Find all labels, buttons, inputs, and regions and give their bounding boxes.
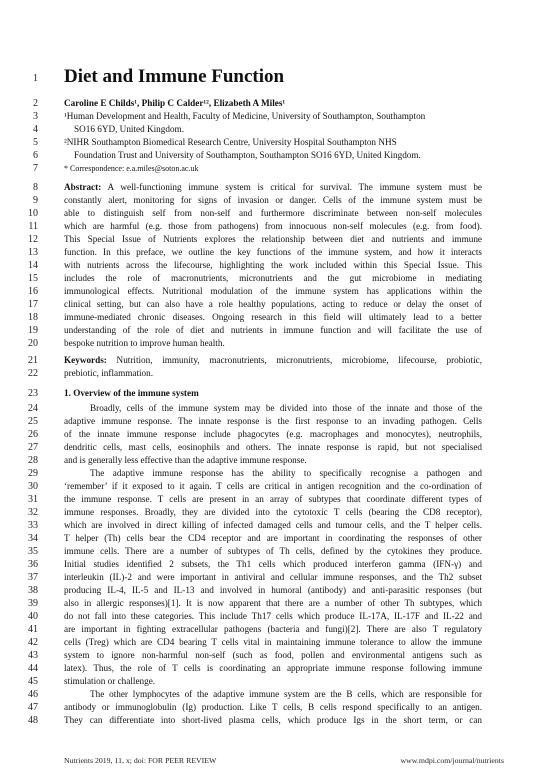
line-number-27: 27 bbox=[28, 442, 38, 453]
text-line-5: ²NIHR Southampton Biomedical Research Centre, University Hospital Southampton NHS bbox=[64, 137, 397, 147]
line-number-7: 7 bbox=[33, 163, 38, 174]
line-number-29: 29 bbox=[28, 468, 38, 479]
text-line-6: Foundation Trust and University of Southampton, Southampton SO16 6YD, United Kingdom. bbox=[74, 150, 421, 160]
line-number-10: 10 bbox=[28, 208, 38, 219]
text-line-8: Abstract: A well-functioning immune system is critical for survival. The immune system must be bbox=[64, 182, 482, 192]
line-number-33: 33 bbox=[28, 520, 38, 531]
text-line-28: and is generally less effective than the adaptive immune response. bbox=[64, 455, 307, 465]
text-line-38: producing IL-4, IL-5 and IL-13 and involved in humoral (antibody) and anti-parasitic responses (but bbox=[64, 585, 482, 595]
text-line-22: prebiotic, inflammation. bbox=[64, 368, 154, 378]
line-number-8: 8 bbox=[33, 182, 38, 193]
text-line-26: of the innate immune response include phagocytes (e.g. macrophages and monocytes), neutrophils, bbox=[64, 429, 482, 439]
line-number-40: 40 bbox=[28, 611, 38, 622]
text-line-9: constantly alert, monitoring for signs of invasion or danger. Cells of the immune system must be bbox=[64, 195, 482, 205]
line-number-17: 17 bbox=[28, 299, 38, 310]
text-line-44: latex). Thus, the role of T cells is coordinating an appropriate immune response following immune bbox=[64, 663, 482, 673]
text-line-32: immune responses. Broadly, they are divided into the cytotoxic T cells (bearing the CD8 receptor), bbox=[64, 507, 482, 517]
footer-url: www.mdpi.com/journal/nutrients bbox=[400, 756, 504, 765]
line-number-5: 5 bbox=[33, 137, 38, 148]
line-number-48: 48 bbox=[28, 715, 38, 726]
line-number-9: 9 bbox=[33, 195, 38, 206]
text-line-13: function. In this preface, we outline the key functions of the immune system, and how it interacts bbox=[64, 247, 482, 257]
line-number-21: 21 bbox=[28, 355, 38, 366]
text-line-34: T helper (Th) cells bear the CD4 receptor and are important in coordinating the responses of other bbox=[64, 533, 482, 543]
line-number-35: 35 bbox=[28, 546, 38, 557]
line-number-24: 24 bbox=[28, 403, 38, 414]
text-line-20: bespoke nutrition to improve human health. bbox=[64, 338, 225, 348]
text-line-23: 1. Overview of the immune system bbox=[64, 388, 199, 398]
line-number-46: 46 bbox=[28, 689, 38, 700]
line-number-36: 36 bbox=[28, 559, 38, 570]
line-number-31: 31 bbox=[28, 494, 38, 505]
line-number-4: 4 bbox=[33, 124, 38, 135]
text-line-48: They can differentiate into short-lived plasma cells, which produce Igs in the short term, or can bbox=[64, 715, 482, 725]
line-number-16: 16 bbox=[28, 286, 38, 297]
text-line-24: Broadly, cells of the immune system may be divided into those of the innate and those of the bbox=[90, 403, 482, 413]
text-line-7: * Correspondence: e.a.miles@soton.ac.uk bbox=[64, 164, 199, 173]
text-line-16: immunological effects. Nutritional modulation of the immune system has applications within the bbox=[64, 286, 482, 296]
text-line-12: This Special Issue of Nutrients explores the relationship between diet and nutrients and immune bbox=[64, 234, 482, 244]
line-number-19: 19 bbox=[28, 325, 38, 336]
line-number-43: 43 bbox=[28, 650, 38, 661]
text-line-39: also in allergic responses)[1]. It is now apparent that there are a number of other Th subtypes, which bbox=[64, 598, 482, 608]
text-line-30: ‘remember’ if it exposed to it again. T cells are critical in antigen recognition and the co-ordination of bbox=[64, 481, 482, 491]
line-number-28: 28 bbox=[28, 455, 38, 466]
line-number-41: 41 bbox=[28, 624, 38, 635]
line-number-32: 32 bbox=[28, 507, 38, 518]
text-line-33: which are involved in direct killing of infected damaged cells and tumour cells, and the T helper cells. bbox=[64, 520, 482, 530]
line-number-47: 47 bbox=[28, 702, 38, 713]
text-line-36: Initial studies identified 2 subsets, the Th1 cells which produced interferon gamma (IFN-γ) and bbox=[64, 559, 482, 569]
text-line-19: understanding of the role of diet and nutrients in immune function and will facilitate the use of bbox=[64, 325, 482, 335]
line-number-26: 26 bbox=[28, 429, 38, 440]
footer-citation: Nutrients 2019, 11, x; doi: FOR PEER REVIEW bbox=[64, 756, 217, 765]
text-line-40: do not fall into these categories. This include Th17 cells which produce IL-17A, IL-17F and IL-22 and bbox=[64, 611, 482, 621]
text-line-42: cells (Treg) which are CD4 bearing T cells vital in maintaining immune tolerance to allow the immune bbox=[64, 637, 482, 647]
page-title: Diet and Immune Function bbox=[64, 66, 285, 87]
text-line-2: Caroline E Childs¹, Philip C Calder¹², Elizabeth A Miles¹ bbox=[64, 98, 286, 108]
line-number-30: 30 bbox=[28, 481, 38, 492]
text-line-25: adaptive immune response. The innate response is the first response to an invading pathogen. Cells bbox=[64, 416, 482, 426]
text-line-21: Keywords: Nutrition, immunity, macronutrients, micronutrients, microbiome, lifecourse, probiotic, bbox=[64, 355, 482, 365]
text-line-15: includes the role of macronutrients, micronutrients and the gut microbiome in mediating bbox=[64, 273, 482, 283]
line-number-23: 23 bbox=[28, 388, 38, 399]
text-line-27: dendritic cells, mast cells, eosinophils and others. The innate response is rapid, but not specialised bbox=[64, 442, 482, 452]
text-line-18: immune-mediated chronic diseases. Ongoing research in this field will ultimately lead to a better bbox=[64, 312, 482, 322]
line-number-42: 42 bbox=[28, 637, 38, 648]
text-line-41: are important in fighting extracellular pathogens (bacteria and fungi)[2]. There are also T regulatory bbox=[64, 624, 482, 634]
line-number-39: 39 bbox=[28, 598, 38, 609]
line-number-34: 34 bbox=[28, 533, 38, 544]
text-line-3: ¹Human Development and Health, Faculty of Medicine, University of Southampton, Southampton bbox=[64, 111, 426, 121]
line-number-1: 1 bbox=[33, 73, 38, 84]
line-number-20: 20 bbox=[28, 338, 38, 349]
line-number-13: 13 bbox=[28, 247, 38, 258]
text-line-17: clinical setting, but can also have a role healthy populations, acting to reduce or delay the onset of bbox=[64, 299, 482, 309]
text-line-47: antibody or immunoglobulin (Ig) production. Like T cells, B cells respond specifically to an antigen. bbox=[64, 702, 482, 712]
line-number-25: 25 bbox=[28, 416, 38, 427]
line-number-15: 15 bbox=[28, 273, 38, 284]
line-number-3: 3 bbox=[33, 111, 38, 122]
text-line-46: The other lymphocytes of the adaptive immune system are the B cells, which are responsible for bbox=[90, 689, 482, 699]
line-number-14: 14 bbox=[28, 260, 38, 271]
line-number-12: 12 bbox=[28, 234, 38, 245]
text-line-4: SO16 6YD, United Kingdom. bbox=[74, 124, 184, 134]
line-number-38: 38 bbox=[28, 585, 38, 596]
line-number-37: 37 bbox=[28, 572, 38, 583]
line-number-11: 11 bbox=[28, 221, 38, 232]
line-number-18: 18 bbox=[28, 312, 38, 323]
text-line-10: able to distinguish self from non-self and furthermore discriminate between non-self molecules bbox=[64, 208, 482, 218]
text-line-31: the immune response. T cells are present in an array of subtypes that coordinate different types of bbox=[64, 494, 482, 504]
text-line-29: The adaptive immune response has the ability to specifically recognise a pathogen and bbox=[90, 468, 482, 478]
line-number-2: 2 bbox=[33, 98, 38, 109]
line-number-6: 6 bbox=[33, 150, 38, 161]
text-line-37: interleukin (IL)-2 and were important in antiviral and cellular immune responses, and the Th2 subset bbox=[64, 572, 482, 582]
text-line-35: immune cells. There are a number of subtypes of Th cells, defined by the cytokines they produce. bbox=[64, 546, 482, 556]
line-number-44: 44 bbox=[28, 663, 38, 674]
text-line-14: with nutrients across the lifecourse, highlighting the work included within this Special Issue. This bbox=[64, 260, 482, 270]
text-line-11: which are harmful (e.g. those from pathogens) from innocuous non-self molecules (e.g. from food). bbox=[64, 221, 482, 231]
text-line-45: stimulation or challenge. bbox=[64, 676, 156, 686]
line-number-45: 45 bbox=[28, 676, 38, 687]
text-line-43: system to ignore non-harmful non-self (such as food, pollen and environmental antigens such as bbox=[64, 650, 482, 660]
line-number-22: 22 bbox=[28, 368, 38, 379]
